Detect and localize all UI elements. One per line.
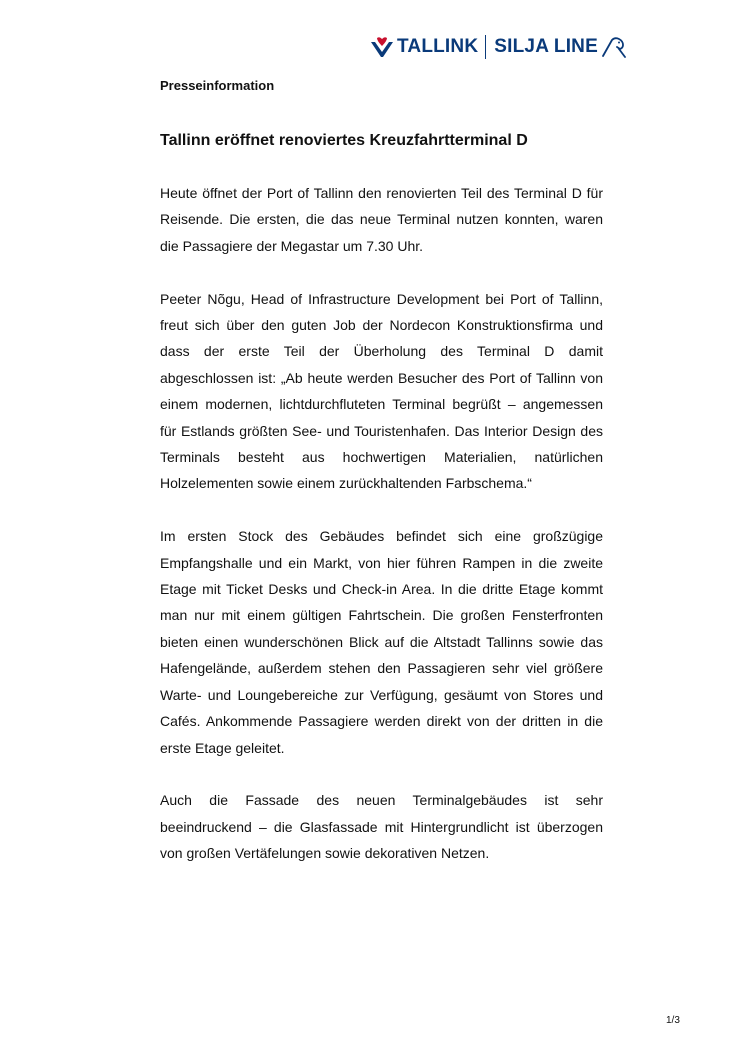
tallink-v-mark-icon <box>370 36 394 58</box>
logo-brand-tallink: TALLINK <box>397 36 479 57</box>
paragraph-1: Heute öffnet der Port of Tallinn den renovierten Teil des Terminal D für Reisende. Die ersten, die das neue Terminal nutzen konnten, waren die Passagiere der Megastar um 7.30 Uhr. <box>160 185 603 254</box>
paragraph-2: Peeter Nõgu, Head of Infrastructure Development bei Port of Tallinn, freut sich über den guten Job der Nordecon Konstruktionsfirma und dass der erste Teil der Überholung des Terminal D damit abgeschlossen ist: „Ab heute werden Besucher des Port of Tallinn von einem modernen, lichtdurchfluteten Terminal begrüßt – angemessen für Estlands größten See- und Touristenhafen. Das Interior Design des Terminals besteht aus hochwertigen Materialien, natürlichen Holzelementen sowie einem zurückhaltenden Farbschema.“ <box>160 290 603 492</box>
page-number: 1/3 <box>666 1015 680 1026</box>
paragraph-3: Im ersten Stock des Gebäudes befindet sich eine großzügige Empfangshalle und ein Markt, von hier führen Rampen in die zweite Etage mit Ticket Desks und Check-in Area. In die dritte Etage kommt man nur mit einem gültigen Fahrtschein. Die großen Fensterfronten bieten einen wunderschönen Blick auf die Altstadt Tallinns sowie das Hafengelände, außerdem stehen den Passagieren sehr viel größere Warte- und Loungebereiche zur Verfügung, gesäumt von Stores und Cafés. Ankommende Passagiere werden direkt von der dritten in die erste Etage geleitet. <box>160 528 603 756</box>
tallink-silja-logo <box>370 34 646 60</box>
page-title: Tallinn eröffnet renoviertes Kreuzfahrtterminal D <box>160 132 528 149</box>
logo-divider <box>485 35 486 59</box>
silja-bird-icon <box>601 36 627 58</box>
press-release-label: Presseinformation <box>160 78 275 93</box>
paragraph-4: Auch die Fassade des neuen Terminalgebäudes ist sehr beeindruckend – die Glasfassade mit Hintergrundlicht ist überzogen von großen Vertäfelungen sowie dekorativen Netzen. <box>160 792 603 862</box>
logo-brand-silja-line: SILJA LINE <box>494 36 598 57</box>
article-body <box>160 180 603 893</box>
